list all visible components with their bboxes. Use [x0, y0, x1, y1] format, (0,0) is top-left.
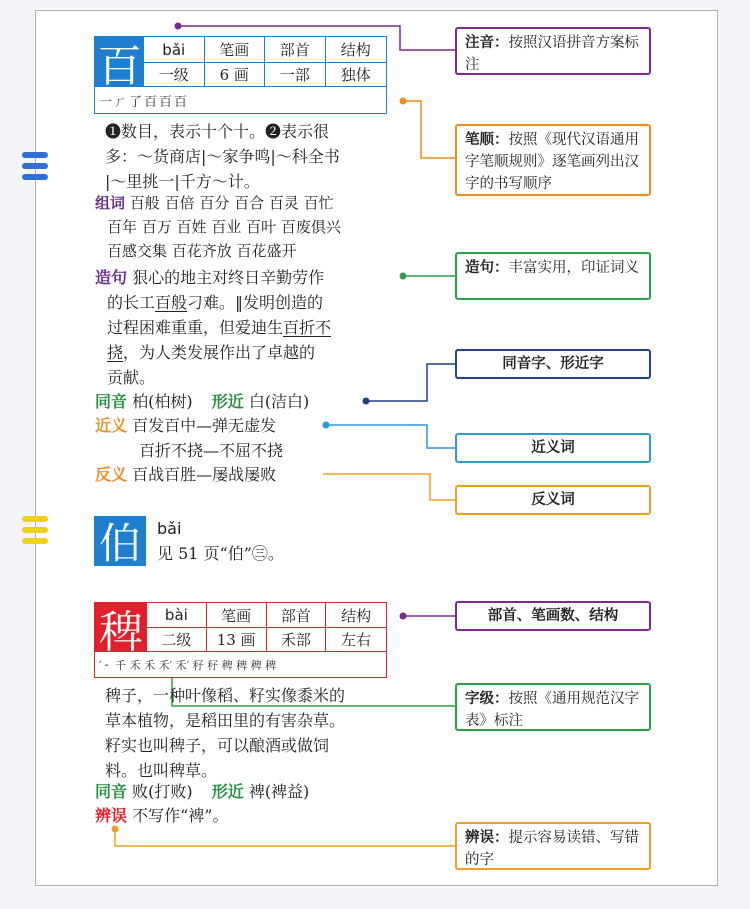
antonym-row: 反义 百战百胜—屡战屡败: [95, 465, 277, 484]
structure-label: 结构: [326, 603, 386, 628]
definition: ❶数目，表示十个十。❷表示很 多：～货商店|～家争鸣|～科全书 |～里挑一|千方～计。: [105, 122, 340, 191]
callout-bianwu: 辨误：提示容易读错、写错的字: [455, 822, 651, 870]
pinyin: bài: [147, 603, 207, 628]
homophone-row: 同音 柏(柏树) 形近 白(洁白): [95, 392, 310, 411]
char-header-bai4: [94, 602, 387, 678]
synonym-row: 近义 百发百中—弹无虚发 百折不挠—不屈不挠: [95, 416, 284, 460]
callout-zaoju: 造句：丰富实用，印证词义: [455, 252, 651, 300]
stroke-order: 一ㄏ了百百百: [99, 94, 190, 110]
char-header-bai: [94, 36, 387, 114]
callout-ziji: 字级：按照《通用规范汉字表》标注: [455, 683, 651, 731]
entry-bo-text: bǎi 见 51 页“伯”㊂。: [157, 519, 284, 563]
word-group: 组词 百般 百倍 百分 百合 百灵 百忙 百年 百万 百姓 百业 百叶 百废俱兴 百感交集 百花齐放 百花盛开: [95, 194, 341, 260]
stroke-label: 笔画: [207, 603, 267, 628]
structure-label: 结构: [326, 37, 387, 63]
callout-antonym: 反义词: [455, 485, 651, 515]
label-zaoju: 造句: [95, 268, 128, 287]
definition: 稗子，一种叶像稻、籽实像黍米的 草本植物，是稻田里的有害杂草。 籽实也叫稗子，可以酿酒或做饲 料。也叫稗草。: [105, 686, 346, 780]
structure: 独体: [326, 63, 387, 87]
error-note-row: 辨误 不写作“裨”。: [95, 806, 229, 825]
homophone-row: 同音 败(打败) 形近 裨(裨益): [95, 782, 310, 801]
stroke-label: 笔画: [205, 37, 266, 63]
char-level: 一级: [144, 63, 205, 87]
callout-homophone-similar: 同音字、形近字: [455, 349, 651, 379]
radical-label: 部首: [267, 603, 327, 628]
callout-synonym: 近义词: [455, 433, 651, 463]
label-zuci: 组词: [95, 194, 126, 212]
headword-char: 稗: [95, 603, 147, 652]
char-level: 二级: [147, 628, 207, 652]
radical: 一部: [265, 63, 326, 87]
radical-label: 部首: [265, 37, 326, 63]
headword-char: 百: [95, 37, 144, 87]
callout-radical-strokes-structure: 部首、笔画数、结构: [455, 601, 651, 631]
stroke-order: ′ ╴ 千 禾 禾 禾′ 禾′ 秄 秄 稗 稗 稗 稗: [99, 658, 277, 672]
callout-zhuyin: 注音：按照汉语拼音方案标注: [455, 27, 651, 75]
callout-bishun: 笔顺：按照《现代汉语通用字笔顺规则》逐笔画列出汉字的书写顺序: [455, 124, 651, 196]
stroke-count: 6 画: [205, 63, 266, 87]
stroke-count: 13 画: [207, 628, 267, 652]
pinyin: bǎi: [144, 37, 205, 63]
headword-char-bo: 伯: [94, 516, 146, 566]
radical: 禾部: [267, 628, 327, 652]
structure: 左右: [326, 628, 386, 652]
example-sentence: 造句 狠心的地主对终日辛勤劳作 的长工百般刁难。‖发明创造的 过程困难重重，但爱迪生百折不 挠，为人类发展作出了卓越的 贡献。: [95, 268, 332, 387]
